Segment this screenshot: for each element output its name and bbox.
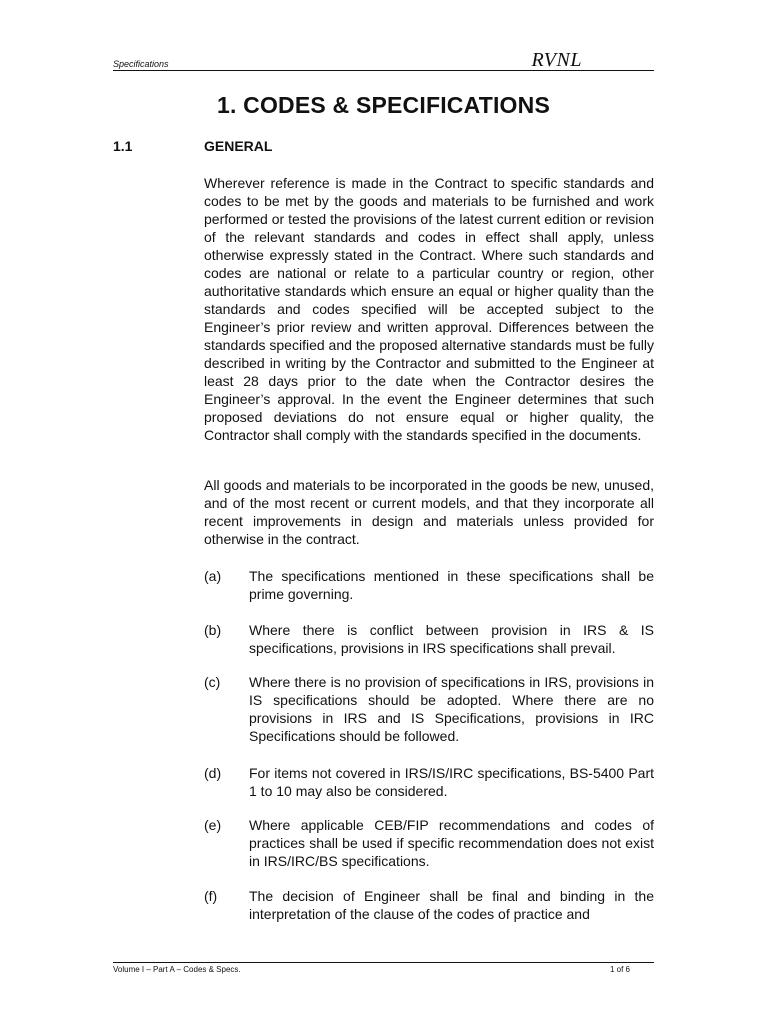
paragraph-general: Wherever reference is made in the Contract to specific standards and codes to be met by the goods and materials to be furnished and work performed or tested the provisions of the latest current edition or revision of the relevant standards and codes in effect shall apply, unless otherwise expressly stated in the Contract. Where such standards and codes are national or relate to a particular country or region, other authoritative standards which ensure an equal or higher quality than the standards and codes specified will be accepted subject to the Engineer’s prior review and written approval. Differences between the standards specified and the proposed alternative standards must be fully described in writing by the Contractor and submitted to the Engineer at least 28 days prior to the date when the Contractor desires the Engineer’s approval. In the event the Engineer determines that such proposed deviations do not ensure equal or higher quality, the Contractor shall comply with the standards specified in the documents.: [204, 175, 654, 443]
section-title: GENERAL: [204, 138, 273, 154]
list-item-label: (c): [204, 674, 221, 690]
list-item-text: The specifications mentioned in these specifications shall be prime governing.: [249, 568, 654, 602]
page-footer: [113, 962, 654, 977]
list-item-label: (e): [204, 817, 222, 833]
header-logo-text: RVNL: [531, 49, 582, 71]
paragraph-goods-materials: All goods and materials to be incorporated in the goods be new, unused, and of the most recent or current models, and that they incorporate all recent improvements in design and materials unless provided for otherwise in the contract.: [204, 477, 654, 547]
section-number: 1.1: [113, 138, 133, 154]
list-item-text: Where there is no provision of specifications in IRS, provisions in IS specifications should be adopted. Where there are no provisions in IRS and IS Specifications, provisions in IRC Specifications should be followed.: [249, 674, 654, 744]
page-header: [113, 50, 654, 71]
list-item: [204, 816, 654, 870]
list-item-label: (b): [204, 622, 222, 638]
list-item: [204, 621, 654, 657]
list-item-text: The decision of Engineer shall be final and binding in the interpretation of the clause of the codes of practice and: [249, 888, 654, 922]
list-item-text: Where applicable CEB/FIP recommendations and codes of practices shall be used if specific recommendation does not exist in IRS/IRC/BS specifications.: [249, 817, 654, 869]
header-left-text: Specifications: [113, 59, 169, 69]
list-item-text: For items not covered in IRS/IS/IRC specifications, BS-5400 Part 1 to 10 may also be considered.: [249, 765, 654, 799]
list-item-label: (f): [204, 888, 218, 904]
list-item-label: (a): [204, 568, 222, 584]
list-item-text: Where there is conflict between provision in IRS & IS specifications, provisions in IRS specifications shall prevail.: [249, 622, 654, 656]
page-title: 1. CODES & SPECIFICATIONS: [216, 92, 550, 118]
list-item: [204, 764, 654, 800]
list-item: [204, 567, 654, 603]
footer-volume-text: Volume I – Part A – Codes & Specs.: [113, 965, 241, 974]
list-item: [204, 673, 654, 745]
page-number: 1 of 6: [609, 965, 630, 974]
list-item-label: (d): [204, 765, 222, 781]
list-item: [204, 887, 654, 923]
